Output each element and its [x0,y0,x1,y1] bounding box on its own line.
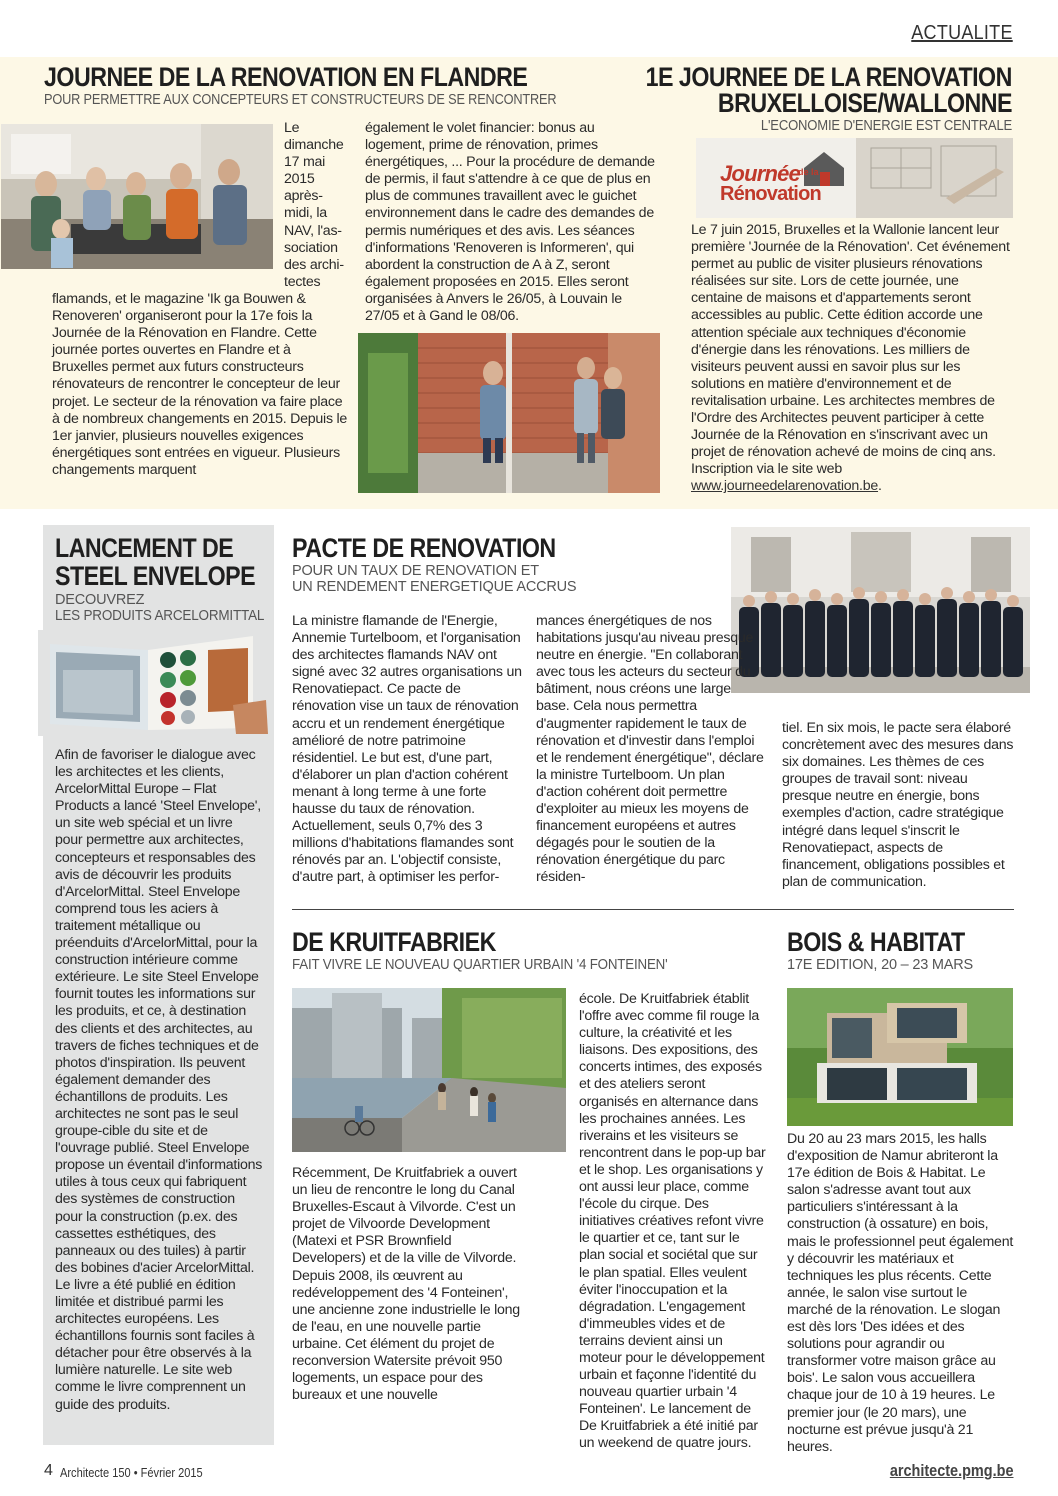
article-title: JOURNEE DE LA RENOVATION EN FLANDRE [44,62,528,92]
article-narrow-column: Le dimanche 17 mai 2015 après- midi, la NAV, l'as- sociation des archi- tectes [284,120,344,290]
article-subtitle: LES PRODUITS ARCELORMITTAL [55,608,265,624]
article-body: Le 7 juin 2015, Bruxelles et la Wallonie lancent leur première 'Journée de la Rénovation'. Cet événement permet au public de visiter plusieurs rénovations réalisées sur site. Lors de cette journée, une centaine de maisons et d'appartements seront accessibles au public. Cette édition accorde une attention spéciale aux techniques d'économie d'énergie dans les rénovations. Les milliers de visiteurs peuvent aussi en savoir plus sur les solutions en matière d'environnement et de revitalisation urbaine. Les architectes membres de l'Ordre des Architectes peuvent participer à cette Journée de la Rénovation en s'inscrivant avec un projet de rénovation achevé de moins de cinq ans. Inscription via le site web www.journeedelarenovation.be. [691,222,1010,495]
photo-visitors-kitchen [1,124,273,269]
article-body: également le volet financier: bonus au logement, prime de rénovation, primes énergétiques, ... Pour la procédure de demande de permis, il faut s'attendre à ce que de plus en plus de communes travaillent avec le guichet environnement dans le cadre des demandes de permis numériques et des avis. Les séances d'informations 'Renoveren is Informeren', qui abordent la construction de A à Z, seront également proposées en 2015. Elles seront organisées à Anvers le 26/05, à Louvain le 27/05 et à Gand le 08/06. [365,120,655,325]
section-divider [292,909,1014,910]
photo-brick-wall-people [358,333,660,493]
article-body: La ministre flamande de l'Energie, Annemie Turtelboom, et l'organisation des architectes flamands NAV ont signé avec 32 autres organisations un Renovatiepact. Ce pacte de rénovation vise un taux de rénovation accru et un rendement énergétique amélioré de notre patrimoine résidentiel. Le but est, d'une part, d'élaborer un plan d'action cohérent menant à long terme à une forte hausse du taux de rénovation. Actuellement, seuls 0,7% des 3 millions d'habitations flamandes sont rénovés par an. L'objectif consiste, d'autre part, à optimiser les perfor- [292,613,522,886]
photo-wooden-house [787,988,1013,1126]
article-title: 1E JOURNEE DE LA RENOVATION [645,62,1012,92]
section-label: ACTUALITE [911,22,1013,44]
article-subtitle: UN RENDEMENT ENERGETIQUE ACCRUS [292,579,577,595]
article-body: Récemment, De Kruitfabriek a ouvert un lieu de rencontre le long du Canal Bruxelles-Escaut à Vilvorde. C'est un projet de Vilvoorde Development (Matexi et PSR Brownfield Developers) et de la ville de Vilvorde. Depuis 2008, ils œuvrent au redéveloppement des '4 Fonteinen', une ancienne zone industrielle le long de l'eau, en une nouvelle partie urbaine. Cet élément du projet de reconversion Watersite prévoit 950 logements, un espace pour des bureaux et une nouvelle [292,1165,520,1404]
article-title: DE KRUITFABRIEK [292,927,496,957]
article-body: tiel. En six mois, le pacte sera élaboré concrètement avec des mesures dans six domaines. Les thèmes de ces groupes de travail sont: niveau presque neutre en énergie, bons exemples d'action, cadre stratégique intégré dans lequel s'inscrit le Renovatiepact, aspects de financement, obligations possibles et plan de communication. [782,720,1014,890]
photo-journee-renovation-logo [696,138,1013,218]
article-subtitle: FAIT VIVRE LE NOUVEAU QUARTIER URBAIN '4 FONTEINEN' [292,957,668,973]
article-body: école. De Kruitfabriek établit l'offre avec comme fil rouge la culture, la créativité et les liaisons. Des expositions, des concerts intimes, des exposés et des ateliers seront organisés en alternance dans les prochaines années. Les riverains et les visiteurs se rencontrent dans le pop-up bar et le shop. Les organisations y ont aussi leur place, comme l'école du cirque. Des initiatives créatives refont vivre le quartier et ce, tant sur le plan social et sociétal que sur le plan spatial. Elles veulent éviter l'inoccupation et la dégradation. L'engagement d'immeubles vides et de terrains devient ainsi un moteur pour le développement urbain et façonne l'identité du nouveau quartier urbain '4 Fonteinen'. Le lancement de De Kruitfabriek a été initié par un weekend de quatre jours. [579,991,766,1452]
article-subtitle: 17E EDITION, 20 – 23 MARS [787,957,973,973]
article-title: BRUXELLOISE/WALLONNE [717,88,1012,118]
photo-steel-envelope-book [38,630,272,736]
photo-group-signing [731,527,1030,693]
article-subtitle: POUR UN TAUX DE RENOVATION ET [292,563,539,579]
article-body: Du 20 au 23 mars 2015, les halls d'exposition de Namur abriteront la 17e édition de Bois & Habitat. Le salon s'adresse avant tout aux particuliers s'intéressant à la construction (à ossature) en bois, mais le professionnel peut également y découvrir les matériaux et techniques les plus récents. Cette année, le salon vise surtout le marché de la rénovation. Le slogan est dès lors 'Des idées et des solutions pour agrandir ou transformer votre maison grâce au bois'. Le salon vous accueillera chaque jour de 10 à 19 heures. Le premier jour (le 20 mars), une nocturne est prévue jusqu'à 21 heures. [787,1131,1014,1455]
article-title: PACTE DE RENOVATION [292,533,556,563]
issue-info: Architecte 150 • Février 2015 [60,1465,203,1480]
page-number: 4 [44,1462,53,1479]
article-subtitle: DECOUVREZ [55,592,145,608]
article-subtitle: POUR PERMETTRE AUX CONCEPTEURS ET CONSTRUCTEURS DE SE RENCONTRER [44,92,557,108]
article-title: BOIS & HABITAT [787,927,965,957]
article-subtitle: L'ECONOMIE D'ENERGIE EST CENTRALE [760,118,1012,134]
logo-text: Journée de la Rénovation [720,161,821,205]
website-link[interactable]: www.journeedelarenovation.be [691,478,879,495]
article-title: LANCEMENT DE [55,533,234,563]
article-title: STEEL ENVELOPE [55,561,256,591]
article-body: Afin de favoriser le dialogue avec les architectes et les clients, ArcelorMittal Europe – Flat Products a lancé 'Steel Envelope', un site web spécial et un livre pour permettre aux architectes, concepteurs et responsables des avis de découvrir les produits d'ArcelorMittal. Steel Envelope comprend tous les aciers à traitement métallique ou préenduits d'ArcelorMittal, pour la construction intérieure comme extérieure. Le site Steel Envelope fournit toutes les informations sur les produits, et ce, à destination des clients et des architectes, au travers de fiches techniques et de photos d'inspiration. Ils peuvent également demander des échantillons de produits. Les architectes ne sont pas le seul groupe-cible du site et de l'ouvrage publié. Steel Envelope propose un éventail d'informations utiles à tous ceux qui fabriquent des systèmes de construction pour la construction (p.ex. des cassettes esthétiques, des panneaux ou des tuiles) à partir des bobines d'acier ArcelorMittal. Le livre a été publié en édition limitée et distribué parmi les architectes européens. Les échantillons fournis sont faciles à détacher pour être observés à la lumière naturelle. Le site web comme le livre comprennent un guide des produits. [55,747,263,1413]
footer-site-link[interactable]: architecte.pmg.be [889,1461,1013,1480]
photo-canal-quarter [292,988,566,1152]
article-body: flamands, et le magazine 'Ik ga Bouwen & Renoveren' organiseront pour la 17e fois la Journée de la Rénovation en Flandre. Cette journée portes ouvertes en Flandre et à Bruxelles permet aux futurs constructeurs rénovateurs de rencontrer le concepteur de leur projet. Le secteur de la rénovation va faire place à de nombreux changements en 2015. Depuis le 1er janvier, plusieurs nouvelles exigences énergétiques sont entrées en vigueur. Plusieurs changements marquent [52,291,348,478]
article-body: mances énergétiques de nos habitations jusqu'au niveau presque neutre en énergie. "En collaborant avec tous les acteurs du secteur du bâtiment, nous créons une large base. Cela nous permettra d'augmenter rapidement le taux de rénovation et d'investir dans l'emploi et le rendement énergétique", déclare la ministre Turtelboom. Un plan d'action cohérent doit permettre d'exploiter au mieux les moyens de financement européens et autres dégagés pour le soutien de la rénovation énergétique du parc résiden- [536,613,764,886]
